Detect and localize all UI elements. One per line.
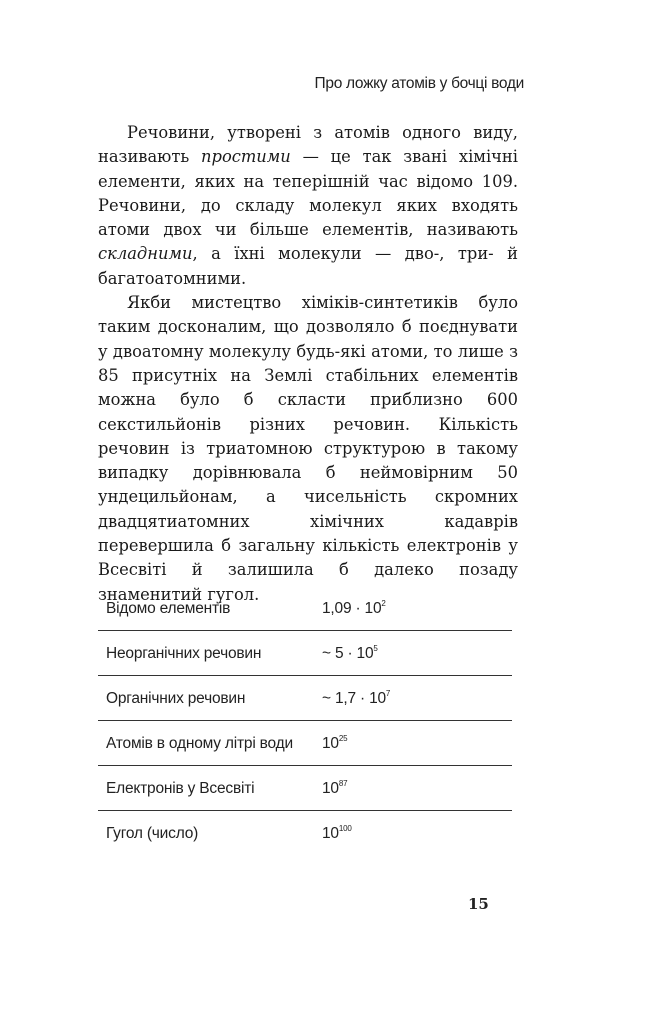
table-row — [98, 721, 512, 766]
data-table — [98, 586, 512, 855]
page-number: 15 — [468, 895, 489, 913]
paragraph-1-text-b: — це так звані хімічні елементи, яких на теперішній час відомо 109. Речовини, до складу молекул яких входять атоми двох чи більше елементів, називають — [98, 147, 518, 240]
row-label: Неорганічних речовин — [106, 645, 262, 662]
row-label: Електронів у Всесвіті — [106, 780, 255, 797]
row-label: Гугол (число) — [106, 825, 199, 842]
row-value — [322, 825, 352, 843]
table-row — [98, 631, 512, 676]
value-base: ~ 1,7 · 10 — [322, 690, 386, 707]
value-exponent: 5 — [373, 644, 378, 653]
value-base: 10 — [322, 735, 339, 752]
table-row — [98, 676, 512, 721]
row-value — [322, 780, 347, 798]
value-exponent: 87 — [338, 779, 348, 788]
table-row — [98, 811, 512, 855]
row-value — [322, 645, 378, 663]
paragraph-1 — [98, 121, 518, 291]
table-row — [98, 766, 512, 811]
row-label: Органічних речовин — [106, 690, 246, 707]
value-exponent: 7 — [385, 689, 391, 698]
running-head: Про ложку атомів у бочці води — [314, 75, 524, 92]
paragraph-2: Якби мистецтво хіміків-синтетиків було таким досконалим, що дозволяло б поєднувати у двоатомну молекулу будь-які атоми, то лише з 85 присутніх на Землі стабільних елементів можна було б скласти приблизно 600 секстильйонів різних речовин. Кількість речовин із триатомною структурою в такому випадку дорівнювала б неймовірним 50 ундецильйонам, а чисельність скромних двадцятиатомних хімічних кадаврів перевершила б загальну кількість електронів у Всесвіті й залишила б далеко позаду знаменитий гугол. — [98, 293, 518, 604]
value-base: 10 — [322, 780, 339, 797]
value-base: 10 — [322, 825, 339, 842]
value-exponent: 100 — [338, 824, 352, 833]
term-complex: складними — [98, 244, 193, 264]
value-base: ~ 5 · 10 — [322, 645, 374, 662]
value-exponent: 25 — [338, 734, 348, 743]
paragraph-1-text-c: , а їхні молекули — дво-, три- й багатоатомними. — [98, 244, 518, 288]
value-base: 1,09 · 10 — [322, 600, 382, 617]
row-value — [322, 600, 386, 618]
body-text — [98, 121, 518, 607]
term-simple: простими — [201, 147, 291, 167]
paragraph-1-text-a: Речовини, утворені з атомів одного виду, називають — [98, 123, 518, 167]
row-value — [322, 735, 347, 753]
row-value — [322, 690, 390, 708]
value-exponent: 2 — [381, 599, 386, 608]
row-label: Відомо елементів — [106, 600, 231, 617]
table-row — [98, 586, 512, 631]
row-label: Атомів в одному літрі води — [106, 735, 293, 752]
